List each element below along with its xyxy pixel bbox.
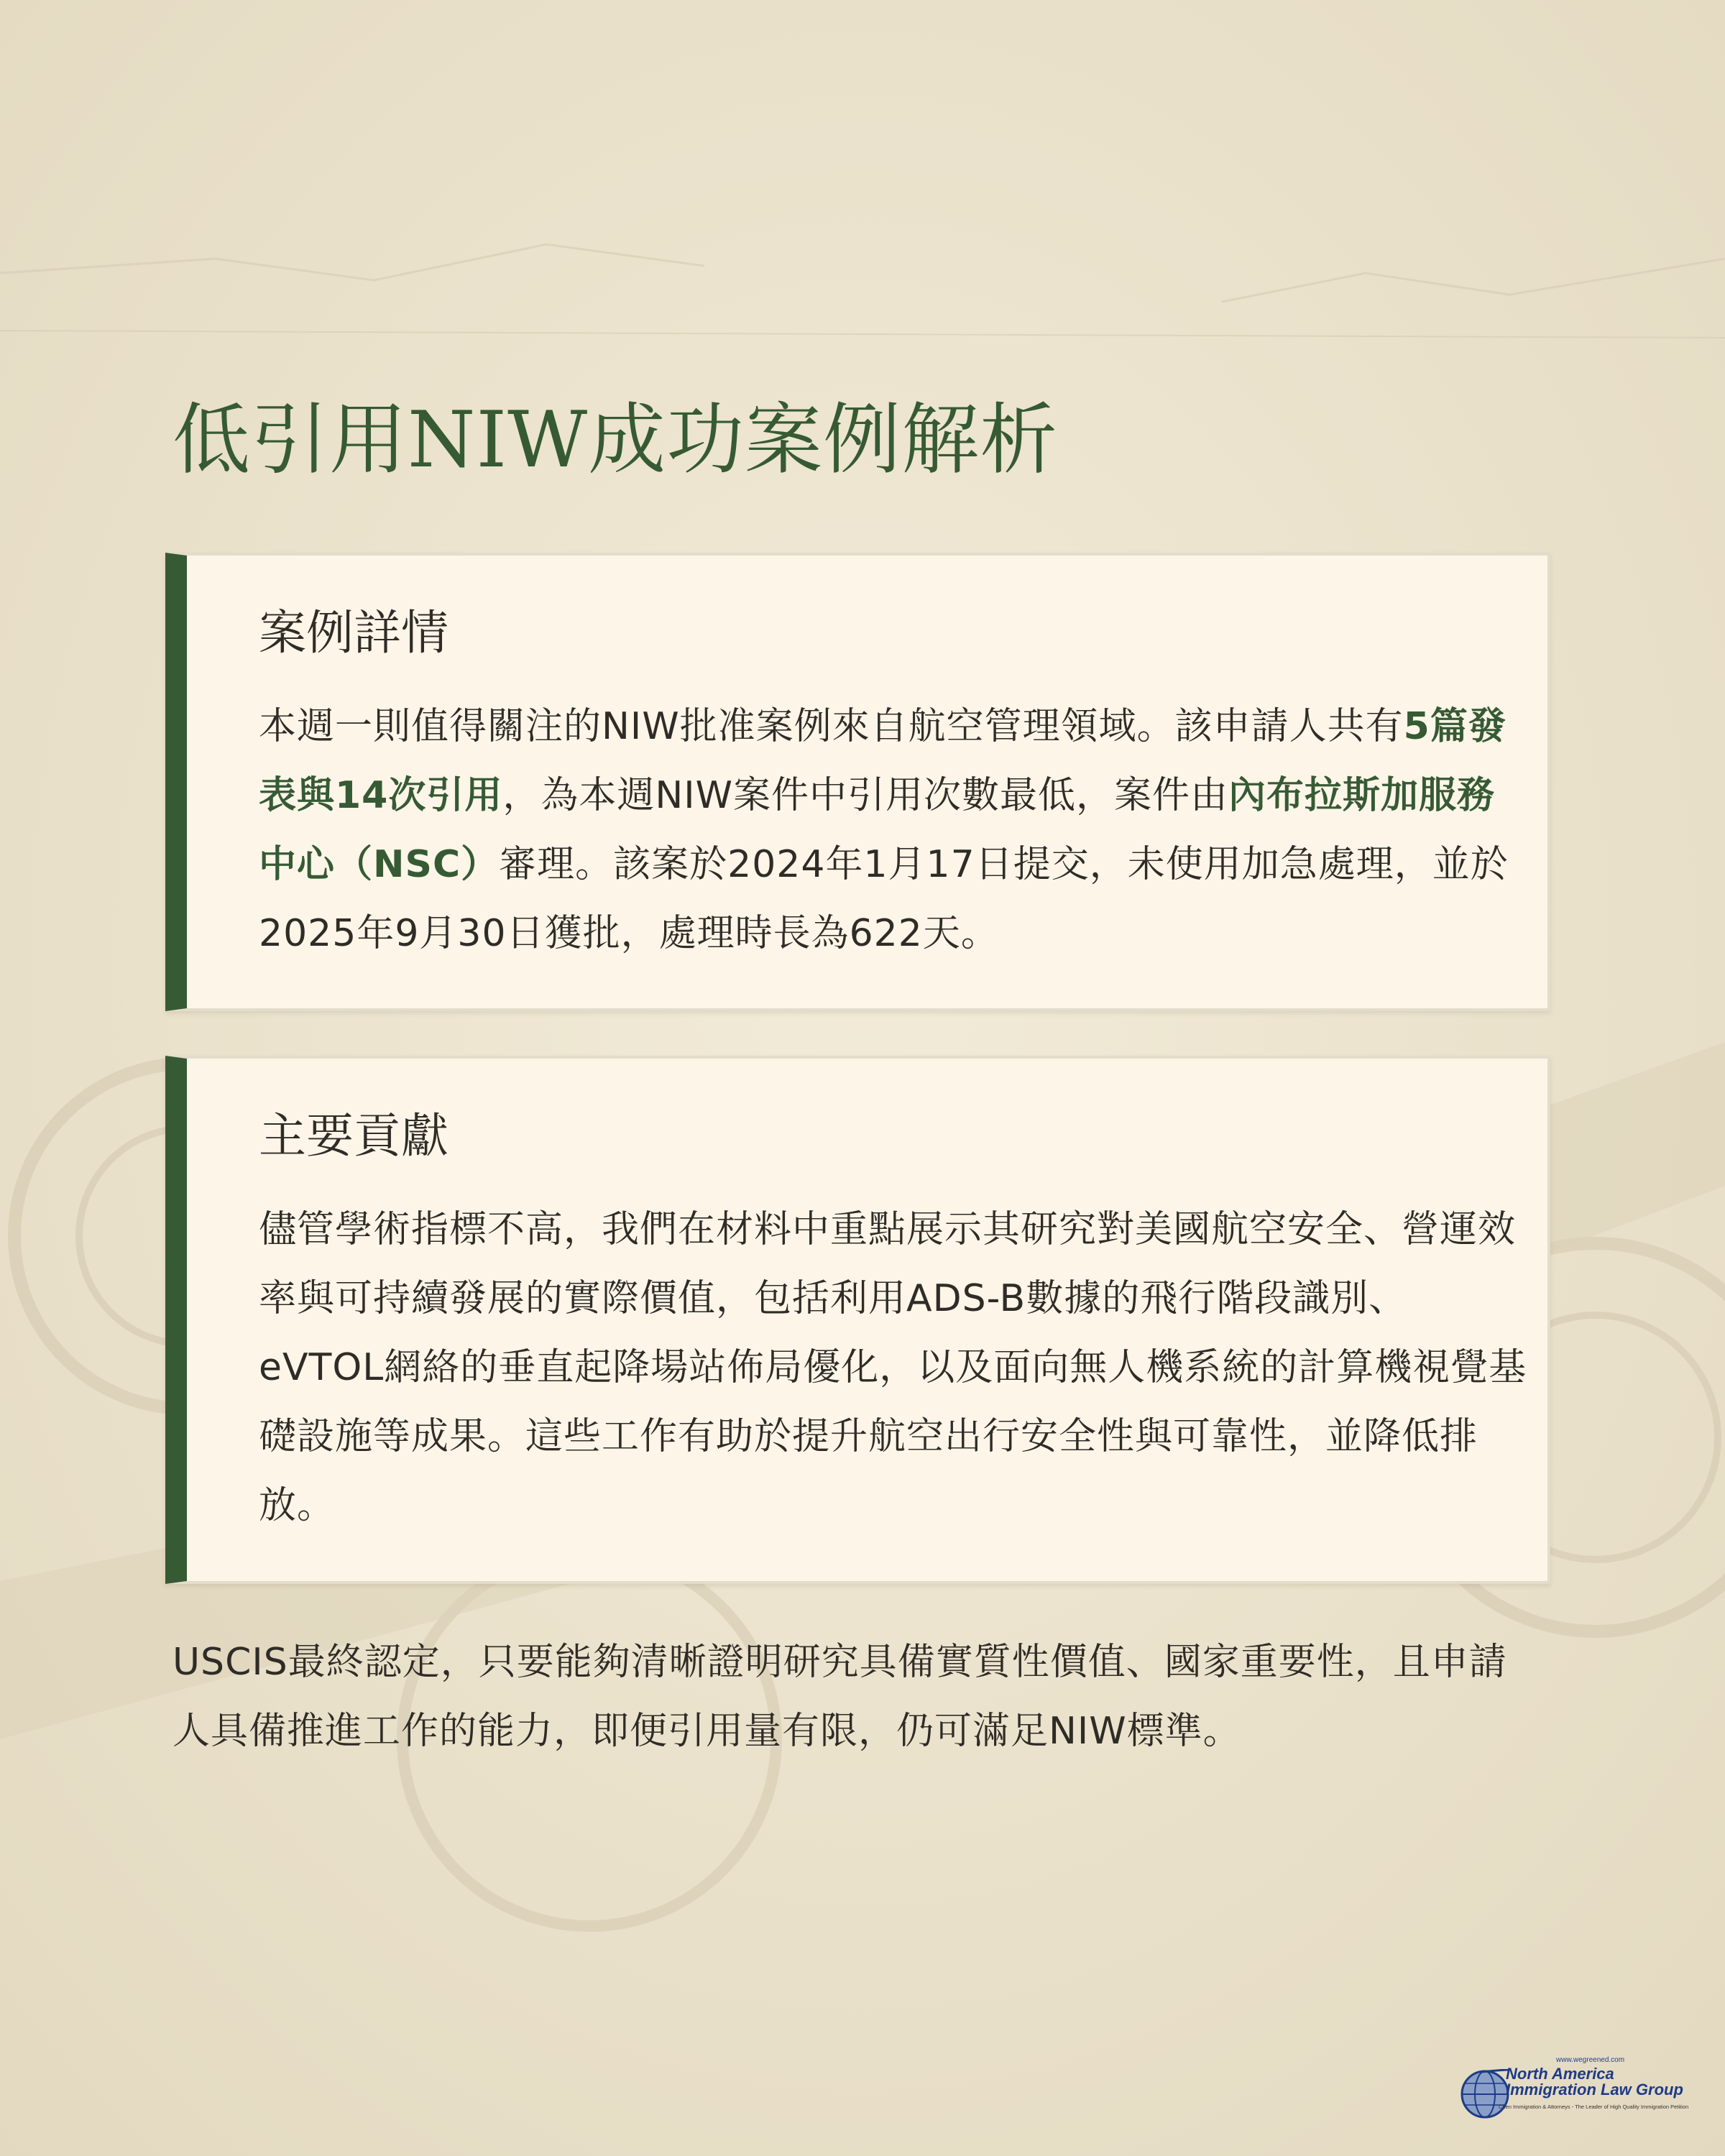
service-center-highlight: 內布拉斯加服務中心（NSC） (259, 774, 1496, 886)
case-details-text-start: 本週一則值得關注的NIW批准案例來自航空管理領域。該申請人共有 (259, 705, 1404, 748)
globe-icon (1460, 2069, 1510, 2119)
case-details-card (165, 553, 1550, 1011)
company-logo[interactable] (1455, 2052, 1689, 2124)
main-contributions-paragraph: 儘管學術指標不高，我們在材料中重點展示其研究對美國航空安全、營運效率與可持續發展的實際價值，包括利用ADS-B數據的飛行階段識別、eVTOL網絡的垂直起降場站佈局優化，以及面向無人機系統的計算機視覺基礎設施等成果。這些工作有助於提升航空出行安全性與可靠性，並降低排放。 (259, 1208, 1527, 1527)
logo-line-2: Immigration Law Group (1506, 2081, 1683, 2099)
page-title: 低引用NIW成功案例解析 (172, 395, 1059, 485)
case-details-heading: 案例詳情 (259, 605, 448, 660)
case-details-text-middle: ，為本週NIW案件中引用次數最低，案件由 (502, 774, 1229, 817)
closing-paragraph: USCIS最終認定，只要能夠清晰證明研究具備實質性價值、國家重要性，且申請人具備推進工作的能力，即便引用量有限，仍可滿足NIW標準。 (172, 1641, 1507, 1753)
main-contributions-heading: 主要貢獻 (259, 1108, 448, 1164)
case-details-text-end: 審理。該案於2024年1月17日提交，未使用加急處理，並於2025年9月30日獲批，處理時長為622天。 (259, 843, 1509, 955)
logo-url: www.wegreened.com (1556, 2056, 1625, 2064)
logo-line-1: North America (1506, 2065, 1614, 2083)
logo-tagline: Chen Immigration & Attorneys - The Leader of High Quality Immigration Petition (1499, 2104, 1689, 2110)
main-contributions-card (165, 1056, 1550, 1584)
logo-wordmark (1506, 2066, 1685, 2098)
citations-highlight: 5篇發表與14次引用 (259, 705, 1506, 817)
case-details-paragraph (259, 692, 1531, 968)
